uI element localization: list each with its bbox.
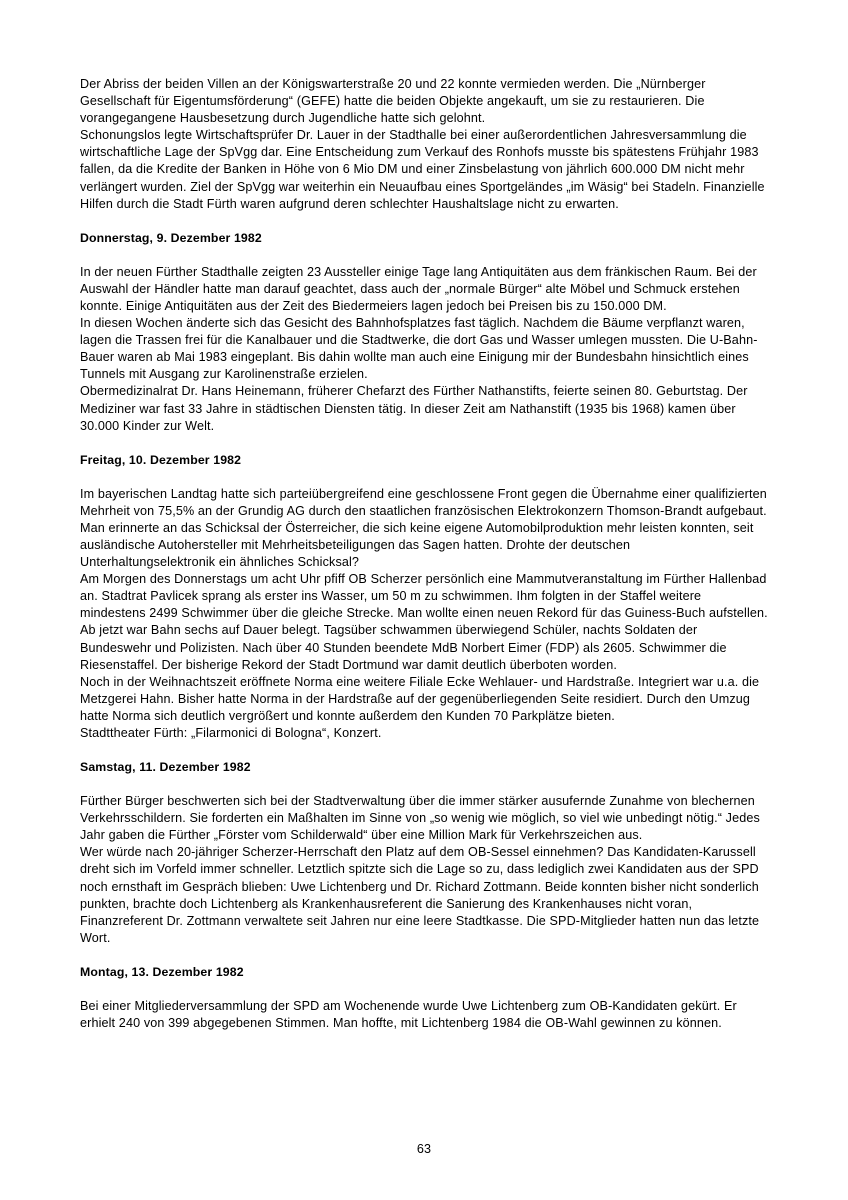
spacer [80, 981, 768, 998]
date-heading: Samstag, 11. Dezember 1982 [80, 760, 251, 775]
paragraph: Der Abriss der beiden Villen an der Königswarterstraße 20 und 22 konnte vermieden werden. Die „Nürnberger Gesellschaft für Eigentumsförderung“ (GEFE) hatte die beiden Objekte angekauft, um sie zu restaurieren. Die vorangegangene Hausbesetzung durch Jugendliche hatte sich gelohnt. [80, 77, 706, 126]
spacer [80, 776, 768, 793]
page-body [80, 76, 768, 1032]
paragraph: Wer würde nach 20-jähriger Scherzer-Herrschaft den Platz auf dem OB-Sessel einnehmen? Das Kandidaten-Karussell dreht sich im Vorfeld immer schneller. Letztlich spitzte sich die Lage so zu, dass lediglich zwei Kandidaten aus der SPD noch ernsthaft im Gespräch blieben: Uwe Lichtenberg und Dr. Richard Zottmann. Beide konnten bisher nicht sonderlich punkten, brachte doch Lichtenberg als Krankenhausreferent die Sanierung des Krankenhauses nicht voran, Finanzreferent Dr. Zottmann verwaltete seit Jahren nur eine leere Stadtkasse. Die SPD-Mitglieder hatten nun das letzte Wort. [80, 845, 760, 945]
paragraph: Im bayerischen Landtag hatte sich parteiübergreifend eine geschlossene Front gegen die Übernahme einer qualifizierten Mehrheit von 75,5% an der Grundig AG durch den staatlichen französischen Elektrokonzern Thomson-Brandt aufgebaut. Man erinnerte an das Schicksal der Österreicher, die sich keine eigene Automobilproduktion mehr leisten konnten, seit ausländische Autohersteller mit Mehrheitsbeteiligungen das Sagen hatten. Drohte der deutschen Unterhaltungselektronik ein ähnliches Schicksal? [80, 486, 767, 570]
paragraph: Noch in der Weihnachtszeit eröffnete Norma eine weitere Filiale Ecke Wehlauer- und Hardstraße. Integriert war u.a. die Metzgerei Hahn. Bisher hatte Norma in der Hardstraße auf der gegenüberliegenden Seite residiert. Durch den Umzug hatte Norma sich deutlich vergrößert und konnte außerdem den Kunden 70 Parkplätze bieten. [80, 674, 760, 723]
paragraph: Am Morgen des Donnerstags um acht Uhr pfiff OB Scherzer persönlich eine Mammutveranstaltung im Fürther Hallenbad an. Stadtrat Pavlicek sprang als erster ins Wasser, um 50 m zu schwimmen. Ihm folgten in der Staffel weitere mindestens 2499 Schwimmer über die gleiche Strecke. Man wollte einen neuen Rekord für das Guiness-Buch aufstellen. Ab jetzt war Bahn sechs auf Dauer belegt. Tagsüber schwammen überwiegend Schüler, nachts Soldaten der Bundeswehr und Polizisten. Nach über 40 Stunden beendete MdB Norbert Eimer (FDP) als 2605. Schwimmer die Riesenstaffel. Der bisherige Rekord der Stadt Dortmund war damit deutlich überboten worden. [80, 572, 768, 672]
spacer [80, 247, 768, 264]
spacer [80, 742, 768, 759]
paragraph: Fürther Bürger beschwerten sich bei der Stadtverwaltung über die immer stärker ausufernde Zunahme von blechernen Verkehrsschildern. Sie forderten ein Maßhalten im Sinne von „so wenig wie möglich, so viel wie unbedingt nötig.“ Jedes Jahr gaben die Fürther „Förster vom Schilderwald“ über eine Million Mark für Verkehrszeichen aus. [80, 794, 760, 843]
paragraph: Schonungslos legte Wirtschaftsprüfer Dr. Lauer in der Stadthalle bei einer außerordentlichen Jahresversammlung die wirtschaftliche Lage der SpVgg dar. Eine Entscheidung zum Verkauf des Ronhofs musste bis spätestens Frühjahr 1983 fallen, da die Kredite der Banken in Höhe von 6 Mio DM und einer Zinsbelastung von jährlich 600.000 DM nicht mehr verlängert wurden. Ziel der SpVgg war weiterhin ein Neuaufbau eines Sportgeländes „im Wäsig“ bei Stadeln. Finanzielle Hilfen durch die Stadt Fürth waren aufgrund deren schlechter Haushaltslage nicht zu erwarten. [80, 128, 765, 211]
date-heading: Donnerstag, 9. Dezember 1982 [80, 230, 262, 245]
spacer [80, 469, 768, 486]
date-heading: Freitag, 10. Dezember 1982 [80, 452, 242, 467]
paragraph: Stadttheater Fürth: „Filarmonici di Bologna“, Konzert. [80, 726, 382, 740]
spacer [80, 435, 768, 452]
paragraph: In der neuen Fürther Stadthalle zeigten 23 Aussteller einige Tage lang Antiquitäten aus dem fränkischen Raum. Bei der Auswahl der Händler hatte man darauf geachtet, dass auch der „normale Bürger“ alte Möbel und Schmuck erstehen konnte. Einige Antiquitäten aus der Zeit des Biedermeiers lagen jedoch bei Preisen bis zu 150.000 DM. [80, 264, 757, 313]
spacer [80, 947, 768, 964]
paragraph: In diesen Wochen änderte sich das Gesicht des Bahnhofsplatzes fast täglich. Nachdem die Bäume verpflanzt waren, lagen die Trassen frei für die Kanalbauer und die Stadtwerke, die dort Gas und Wasser umlegen mussten. Die U-Bahn-Bauer waren ab Mai 1983 eingeplant. Bis dahin wollte man auch eine Einigung mir der Bundesbahn hinsichtlich eines Tunnels mit Ausgang zur Karolinenstraße erzielen. [80, 316, 758, 382]
page-number: 63 [416, 1142, 432, 1156]
paragraph: Bei einer Mitgliederversammlung der SPD am Wochenende wurde Uwe Lichtenberg zum OB-Kandidaten gekürt. Er erhielt 240 von 399 abgegebenen Stimmen. Man hoffte, mit Lichtenberg 1984 die OB-Wahl gewinnen zu können. [80, 998, 737, 1031]
spacer [80, 213, 768, 230]
paragraph: Obermedizinalrat Dr. Hans Heinemann, früherer Chefarzt des Fürther Nathanstifts, feierte seinen 80. Geburtstag. Der Mediziner war fast 33 Jahre in städtischen Diensten tätig. In dieser Zeit am Nathanstift (1935 bis 1968) kamen über 30.000 Kinder zur Welt. [80, 384, 748, 433]
date-heading: Montag, 13. Dezember 1982 [80, 964, 244, 979]
